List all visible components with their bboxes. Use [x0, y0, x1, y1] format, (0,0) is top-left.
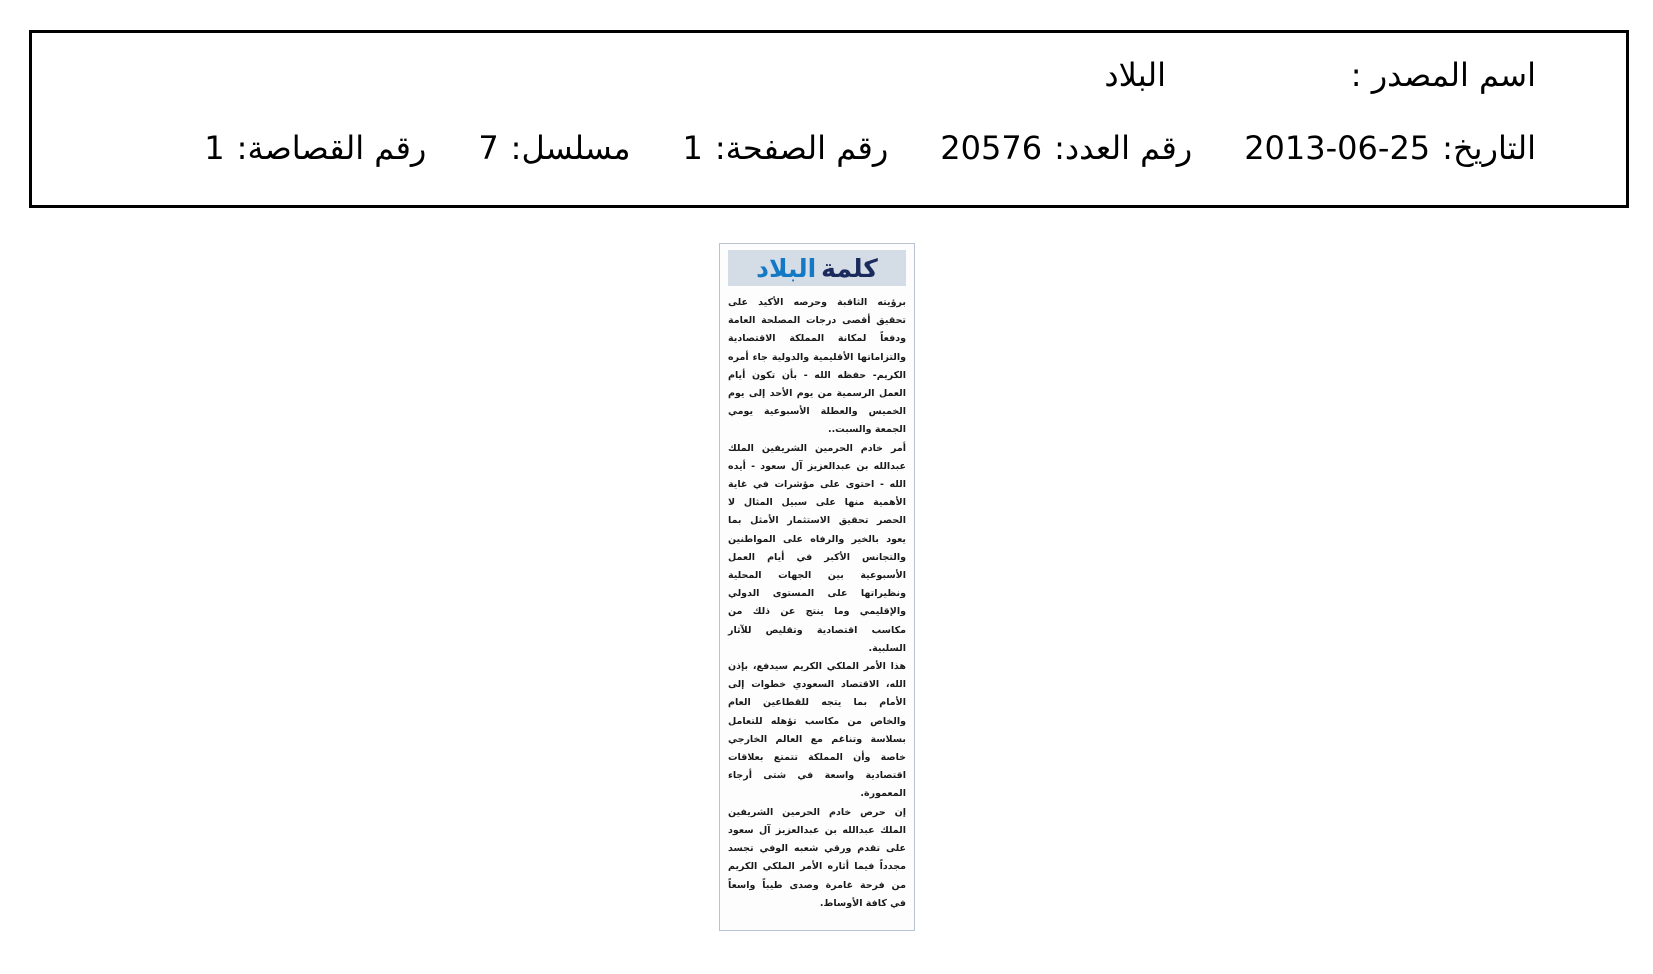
clipping-info-box — [29, 30, 1629, 208]
serial-label: مسلسل: — [510, 129, 631, 167]
article-paragraph: هذا الأمر الملكي الكريم سيدفع، بإذن الله، الاقتصاد السعودي خطوات إلى الأمام بما يتجه للقطاعين العام والخاص من مكاسب تؤهله للتعامل بسلاسة وتناغم مع العالم الخارجي خاصة وأن المملكة تتمتع بعلاقات اقتصادية واسعة في شتى أرجاء المعمورة. — [728, 661, 906, 800]
source-name-value: البلاد — [1104, 56, 1166, 94]
page-number-value: 1 — [682, 129, 703, 167]
date-value: 2013-06-25 — [1244, 129, 1431, 167]
newspaper-masthead — [728, 250, 906, 286]
article-paragraph: إن حرص خادم الحرمين الشريفين الملك عبدالله بن عبدالعزيز آل سعود على تقدم ورقي شعبه الوفي تجسد مجدداً فيما أثاره الأمر الملكي الكريم من فرحة غامرة وصدى طيباً واسعاً في كافة الأوساط. — [728, 806, 906, 909]
article-paragraph: أمر خادم الحرمين الشريفين الملك عبدالله بن عبدالعزيز آل سعود - أيده الله - احتوى على مؤشرات في غاية الأهمية منها على سبيل المثال لا الحصر تحقيق الاستثمار الأمثل بما يعود بالخير والرفاه على المواطنين والتجانس الأكبر في أيام العمل الأسبوعية بين الجهات المحلية ونظيراتها على المستوى الدولي والإقليمي وما ينتج عن ذلك من مكاسب اقتصادية وتقليص للآثار السلبية. — [728, 442, 906, 654]
issue-number-value: 20576 — [940, 129, 1043, 167]
date-field — [1244, 128, 1536, 168]
clipping-number-label: رقم القصاصة: — [236, 129, 427, 167]
serial-value: 7 — [478, 129, 499, 167]
newspaper-clipping — [719, 243, 915, 931]
clipping-number-value: 1 — [204, 129, 225, 167]
clipping-number-field — [204, 128, 426, 168]
issue-number-label: رقم العدد: — [1054, 129, 1193, 167]
date-label: التاريخ: — [1442, 129, 1536, 167]
masthead-word: كلمة — [821, 253, 878, 283]
page-number-label: رقم الصفحة: — [714, 129, 889, 167]
issue-number-field — [940, 128, 1192, 168]
page-number-field — [683, 128, 889, 168]
masthead-brand: البلاد — [756, 253, 817, 283]
serial-field — [478, 128, 630, 168]
source-name-label: اسم المصدر : — [1350, 56, 1536, 94]
article-body — [728, 294, 906, 913]
article-paragraph: برؤيته الثاقبة وحرصه الأكيد على تحقيق أقصى درجات المصلحة العامة ودفعاً لمكانة المملكة الاقتصادية والتزاماتها الأقليمية والدولية جاء أمره الكريم- حفظه الله - بأن تكون أيام العمل الرسمية من يوم الأحد إلى يوم الخميس والعطلة الأسبوعية يومي الجمعة والسبت.. — [728, 297, 906, 436]
clipping-metadata-row — [204, 128, 1536, 168]
